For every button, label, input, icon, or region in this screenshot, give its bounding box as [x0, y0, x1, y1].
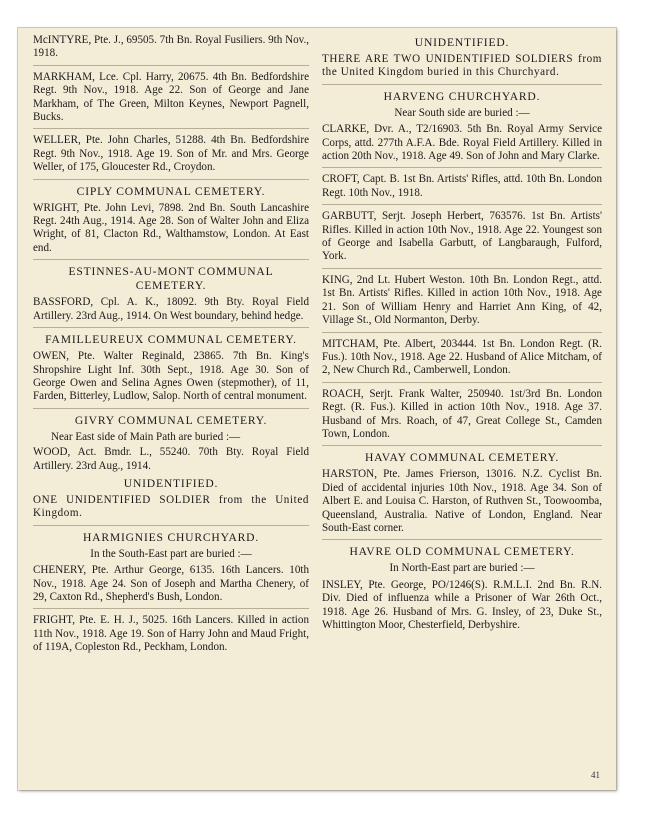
- cemetery-heading: FAMILLEUREUX COMMUNAL CEMETERY.: [45, 333, 297, 347]
- document-page: [18, 28, 616, 790]
- divider: [33, 525, 309, 526]
- casualty-entry: THERE ARE TWO UNIDENTIFIED SOLDIERS from the United Kingdom buried in this Churchyard.: [322, 53, 602, 79]
- divider: [33, 65, 309, 66]
- divider: [322, 204, 602, 205]
- casualty-entry: INSLEY, Pte. George, PO/1246(S). R.M.L.I. 2nd Bn. R.N. Div. Died of influenza while a Prisoner of War 26th Oct., 1918. Age 26. Husband of Mrs. G. Insley, of 23, Duke St., Whittington Moor, Chesterfield, Derbyshire.: [322, 578, 602, 631]
- casualty-entry: ONE UNIDENTIFIED SOLDIER from the United Kingdom.: [33, 493, 309, 520]
- page-number: 41: [591, 770, 600, 780]
- divider: [33, 608, 309, 609]
- casualty-entry: CROFT, Capt. B. 1st Bn. Artists' Rifles, attd. 10th Bn. London Regt. 10th Nov., 1918.: [322, 173, 602, 199]
- divider: [33, 128, 309, 129]
- divider: [322, 268, 602, 269]
- divider: [322, 382, 602, 383]
- burial-location-note: In the South-East part are buried :—: [90, 547, 252, 560]
- casualty-entry: ROACH, Serjt. Frank Walter, 250940. 1st/3rd Bn. London Regt. (R. Fus.). Killed in action 10th Nov., 1918. Age 37. Husband of Mrs. Roach, of 47, Great College St., Camden Town, London.: [322, 387, 602, 440]
- cemetery-heading: HAVAY COMMUNAL CEMETERY.: [364, 451, 560, 465]
- divider: [33, 179, 309, 180]
- casualty-entry: BASSFORD, Cpl. A. K., 18092. 9th Bty. Royal Field Artillery. 23rd Aug., 1914. On West boundary, behind hedge.: [33, 296, 309, 322]
- casualty-entry: WOOD, Act. Bmdr. L., 55240. 70th Bty. Royal Field Artillery. 23rd Aug., 1914.: [33, 446, 309, 472]
- cemetery-heading: UNIDENTIFIED.: [123, 476, 219, 490]
- burial-location-note: Near East side of Main Path are buried :—: [51, 430, 241, 443]
- casualty-entry: FRIGHT, Pte. E. H. J., 5025. 16th Lancers. Killed in action 11th Nov., 1918. Age 19. Son of Harry John and Maud Fright, of 119A, Copleston Rd., Peckham, London.: [33, 614, 309, 654]
- casualty-entry: WELLER, Pte. John Charles, 51288. 4th Bn. Bedfordshire Regt. 9th Nov., 1918. Age 19. Son of Mr. and Mrs. George Weller, of 175, Gloucester Rd., Croydon.: [33, 134, 309, 174]
- divider: [322, 332, 602, 333]
- casualty-entry: HARSTON, Pte. James Frierson, 13016. N.Z. Cyclist Bn. Died of accidental injuries 10th Nov., 1918. Age 34. Son of Albert E. and Louisa C. Harston, of Ruthven St., Toowoomba, Queensland, Australia. Native of London, England. Near South-East corner.: [322, 468, 602, 534]
- left-column: [33, 34, 309, 655]
- casualty-entry: WRIGHT, Pte. John Levi, 7898. 2nd Bn. South Lancashire Regt. 24th Aug., 1914. Age 28. Son of Walter John and Eliza Wright, of 81, Clacton Rd., Walthamstow, London. At East end.: [33, 201, 309, 254]
- casualty-entry: GARBUTT, Serjt. Joseph Herbert, 763576. 1st Bn. Artists' Rifles. Killed in action 10th Nov., 1918. Age 22. Youngest son of George and Isabella Garbutt, of Langbaraugh, Fulford, York.: [322, 210, 602, 263]
- divider: [33, 327, 309, 328]
- cemetery-heading: CIPLY COMMUNAL CEMETERY.: [76, 184, 266, 198]
- divider: [33, 259, 309, 260]
- casualty-entry: CHENERY, Pte. Arthur George, 6135. 16th Lancers. 10th Nov., 1918. Age 24. Son of Joseph and Martha Chenery, of 29, Caxton Rd., Shepherd's Bush, London.: [33, 564, 309, 603]
- divider: [322, 445, 602, 446]
- divider: [322, 539, 602, 540]
- casualty-entry: MARKHAM, Lce. Cpl. Harry, 20675. 4th Bn. Bedfordshire Regt. 9th Nov., 1918. Age 22. Son of George and Jane Markham, of The Green, Milton Keynes, Newport Pagnell, Bucks.: [33, 70, 309, 124]
- right-column: [322, 34, 602, 632]
- cemetery-heading: UNIDENTIFIED.: [414, 36, 510, 49]
- cemetery-heading: HARMIGNIES CHURCHYARD.: [82, 530, 260, 544]
- burial-location-note: Near South side are buried :—: [394, 106, 530, 119]
- cemetery-heading: HAVRE OLD COMMUNAL CEMETERY.: [349, 545, 575, 559]
- casualty-entry: McINTYRE, Pte. J., 69505. 7th Bn. Royal Fusiliers. 9th Nov., 1918.: [33, 34, 310, 60]
- casualty-entry: MITCHAM, Pte. Albert, 203444. 1st Bn. London Regt. (R. Fus.). 10th Nov., 1918. Age 22. Husband of Alice Mitcham, of 2, New Church Rd., Camberwell, London.: [322, 337, 602, 377]
- divider: [322, 84, 602, 85]
- divider: [33, 408, 309, 409]
- cemetery-heading: GIVRY COMMUNAL CEMETERY.: [74, 413, 268, 427]
- casualty-entry: KING, 2nd Lt. Hubert Weston. 10th Bn. London Regt., attd. 1st Bn. Artists' Rifles. Killed in action 10th Nov., 1918. Age 21. Son of William Henry and Harriet Ann King, of 42, Village St., Old Normanton, Derby.: [322, 273, 602, 327]
- burial-location-note: In North-East part are buried :—: [389, 562, 535, 575]
- casualty-entry: CLARKE, Dvr. A., T2/16903. 5th Bn. Royal Army Service Corps, attd. 277th A.F.A. Bde. Royal Field Artillery. Killed in action 20th Nov., 1918. Age 49. Son of John and Mary Clarke.: [322, 123, 602, 163]
- cemetery-heading: HARVENG CHURCHYARD.: [383, 89, 541, 103]
- cemetery-heading: ESTINNES-AU-MONT COMMUNAL CEMETERY.: [68, 265, 274, 293]
- divider: [322, 167, 602, 168]
- casualty-entry: OWEN, Pte. Walter Reginald, 23865. 7th Bn. King's Shropshire Light Inf. 30th Sept., 1918. Age 30. Son of George Owen and Selina Agnes Owen (stepmother), of 11, Farden, Bitterley, Ludlow, Salop. North of central monument.: [33, 350, 309, 403]
